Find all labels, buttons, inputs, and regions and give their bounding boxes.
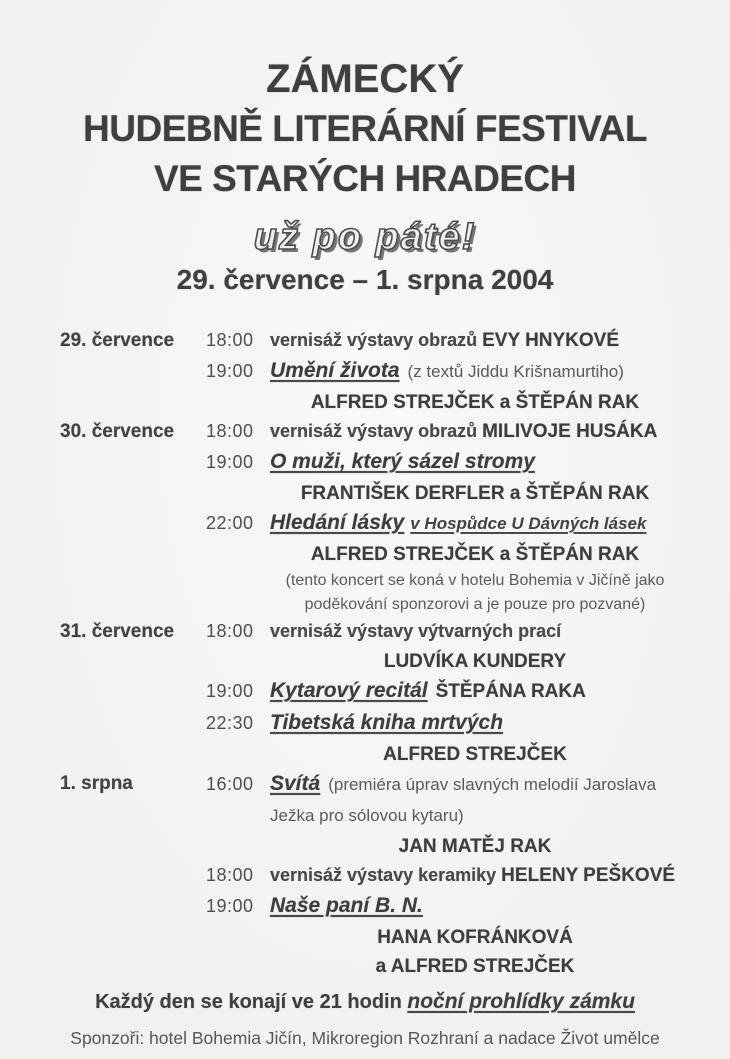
event-date: 29. července [60,330,175,351]
event-venue-note [270,569,680,617]
event-date-empty [60,356,206,388]
event-performers: a ALFRED STREJČEK [375,956,575,977]
event-time: 22:00 [206,513,254,533]
event-date-empty [60,388,206,417]
event-description [270,617,680,647]
event-time-empty [206,952,270,981]
event-time: 16:00 [206,774,254,794]
schedule-row [60,617,680,647]
event-title: O muži, který sázel stromy [270,450,535,473]
event-time-empty [206,923,270,952]
event-date-empty [60,540,206,569]
sponsors-line: Sponzoři: hotel Bohemia Jičín, Mikroregion Rozhraní a nadace Život umělce [70,1028,660,1048]
event-date-empty [60,447,206,479]
event-text: vernisáž výstavy keramiky [270,865,502,885]
event-date-empty [60,647,206,676]
event-title: Svítá [270,772,321,795]
event-description [270,769,680,832]
schedule-row [60,447,680,479]
festival-title-line-3: VE STARÝCH HRADECH [153,158,576,199]
event-artist-name: LUDVÍKA KUNDERY [383,651,567,672]
schedule-row [60,676,680,708]
event-description [270,508,680,540]
event-date: 1. srpna [60,773,133,794]
schedule-row [60,508,680,540]
festival-schedule [60,326,680,981]
event-time-empty [206,479,270,508]
event-time: 18:00 [206,330,254,350]
schedule-row [60,708,680,740]
event-time: 19:00 [206,681,254,701]
event-time: 18:00 [206,621,254,641]
event-description [270,417,680,447]
event-time: 19:00 [206,452,254,472]
schedule-row [60,923,680,952]
event-artist-name: MILIVOJE HUSÁKA [482,421,658,442]
event-time: 22:30 [206,713,254,733]
event-date-empty [60,952,206,981]
event-performers: ALFRED STREJČEK [383,744,567,765]
event-artist-name: HELENY PEŠKOVÉ [501,865,676,886]
schedule-row [60,479,680,508]
event-text: vernisáž výstavy výtvarných prací [270,621,562,641]
event-title: Kytarový recitál [270,679,428,702]
event-title: Hledání lásky [270,511,405,534]
event-date-empty [60,479,206,508]
event-date: 30. července [60,421,175,442]
event-artist-name: EVY HNYKOVÉ [482,330,620,351]
schedule-row [60,861,680,891]
daily-tours-line [0,987,730,1017]
event-performers: HANA KOFRÁNKOVÁ [377,927,573,948]
event-time: 18:00 [206,865,254,885]
schedule-row [60,540,680,569]
event-time: 18:00 [206,421,254,441]
event-time: 19:00 [206,361,254,381]
event-date-empty [60,569,206,617]
schedule-row [60,952,680,981]
event-description [270,356,680,388]
event-time-empty [206,388,270,417]
event-performers: ALFRED STREJČEK a ŠTĚPÁN RAK [310,392,640,413]
event-venue-note-line-1: (tento koncert se koná v hotelu Bohemia v Jičíně jako [285,572,665,589]
schedule-row [60,326,680,356]
festival-title-line-1: ZÁMECKÝ [266,57,464,101]
poster-header [0,0,730,298]
event-time-empty [206,832,270,861]
event-date: 31. července [60,621,175,642]
event-time: 19:00 [206,896,254,916]
event-title: Naše paní B. N. [270,894,423,917]
event-description [270,447,680,479]
festival-title-line-2: HUDEBNĚ LITERÁRNÍ FESTIVAL [83,108,647,149]
event-title-group [270,511,647,534]
event-description [270,708,680,740]
event-subtitle: v Hospůdce U Dávných lásek [410,514,647,533]
event-title: Tibetská kniha mrtvých [270,711,504,734]
event-time-empty [206,540,270,569]
event-time-empty [206,740,270,769]
event-date-empty [60,740,206,769]
event-description [270,891,680,923]
schedule-row [60,569,680,617]
event-date-empty [60,891,206,923]
event-date-empty [60,832,206,861]
event-date-empty [60,508,206,540]
daily-tours-text: Každý den se konají ve 21 hodin [95,991,408,1013]
event-note: (premiéra úprav slavných melodií Jaroslava Ježka pro sólovou kytaru) [270,775,657,825]
event-performers: ALFRED STREJČEK a ŠTĚPÁN RAK [310,544,640,565]
event-description [270,676,680,708]
event-description [270,326,680,356]
event-performers: FRANTIŠEK DERFLER a ŠTĚPÁN RAK [300,483,650,504]
event-text: vernisáž výstavy obrazů [270,330,483,350]
event-description [270,569,680,617]
festival-tagline: už po páté! [253,216,477,258]
schedule-row [60,891,680,923]
schedule-row [60,356,680,388]
schedule-row [60,417,680,447]
event-date-empty [60,708,206,740]
schedule-row [60,740,680,769]
event-description [270,861,680,891]
event-text: vernisáž výstavy obrazů [270,421,483,441]
event-note: (z textů Jiddu Krišnamurtiho) [407,362,624,381]
event-time-empty [206,647,270,676]
event-performers: JAN MATĚJ RAK [398,836,552,857]
festival-date-range: 29. července – 1. srpna 2004 [176,264,554,295]
event-time-empty [206,569,270,617]
event-date-empty [60,923,206,952]
event-artist-name: ŠTĚPÁNA RAKA [435,681,586,702]
event-title: Umění života [270,359,400,382]
event-date-empty [60,676,206,708]
event-venue-note-line-2: poděkování sponzorovi a je pouze pro pozvané) [304,596,646,613]
event-date-empty [60,861,206,891]
daily-tours-highlight: noční prohlídky zámku [407,990,635,1013]
schedule-row [60,388,680,417]
schedule-row [60,832,680,861]
schedule-row [60,769,680,832]
schedule-row [60,647,680,676]
